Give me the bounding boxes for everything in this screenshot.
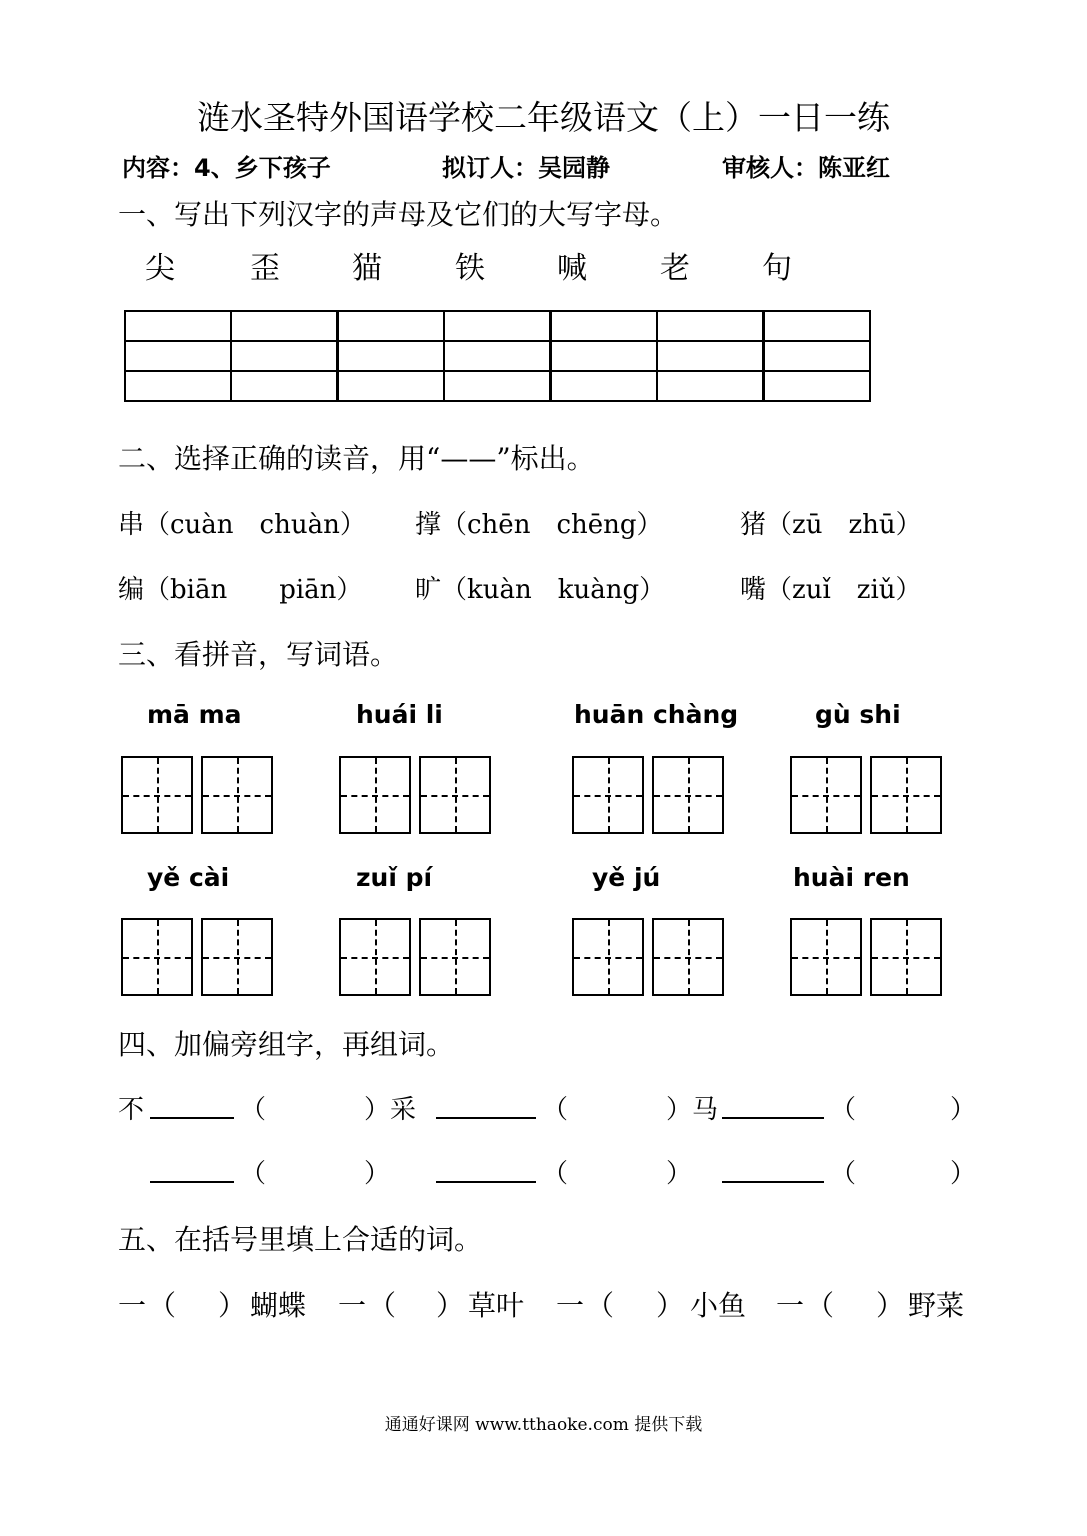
open-paren: （ — [542, 1159, 569, 1189]
pinyin-label: yě jú — [592, 863, 661, 892]
fill-blank-line[interactable] — [436, 1155, 536, 1183]
open-paren: （ — [240, 1159, 267, 1189]
measure-word: 小鱼 — [690, 1289, 747, 1322]
measure-word: 草叶 — [468, 1289, 525, 1322]
grid-cell[interactable] — [657, 371, 764, 401]
char-item: 尖 — [145, 251, 175, 286]
grid-cell[interactable] — [231, 311, 338, 341]
grid-cell[interactable] — [444, 341, 551, 371]
writing-box[interactable] — [339, 918, 411, 996]
grid-cell[interactable] — [444, 371, 551, 401]
writing-box[interactable] — [572, 756, 644, 834]
meta-reviewer: 审核人：陈亚红 — [722, 154, 890, 182]
grid-cell[interactable] — [657, 311, 764, 341]
close-paren: ） — [876, 1289, 905, 1322]
pinyin-label: huái li — [356, 700, 443, 729]
char-item: 铁 — [455, 251, 485, 286]
pinyin-label: gù shi — [815, 700, 901, 729]
measure-one: 一 — [118, 1289, 147, 1322]
fill-blank-line[interactable] — [722, 1155, 824, 1183]
grid-cell[interactable] — [231, 371, 338, 401]
writing-box[interactable] — [201, 918, 273, 996]
char-item: 句 — [762, 251, 792, 286]
open-paren: （ — [542, 1095, 569, 1125]
writing-box[interactable] — [652, 918, 724, 996]
meta-author: 拟订人：吴园静 — [442, 154, 610, 182]
measure-one: 一 — [556, 1289, 585, 1322]
fill-blank-line[interactable] — [436, 1091, 536, 1119]
section-4-heading: 四、加偏旁组字，再组词。 — [118, 1028, 455, 1061]
footer-text: 通通好课网 www.tthaoke.com 提供下载 — [384, 1415, 703, 1435]
meta-content: 内容：4、乡下孩子 — [122, 154, 331, 182]
writing-box[interactable] — [870, 756, 942, 834]
grid-cell[interactable] — [125, 341, 231, 371]
writing-box[interactable] — [419, 756, 491, 834]
section-2-heading: 二、选择正确的读音，用“——”标出。 — [118, 442, 595, 475]
writing-box[interactable] — [419, 918, 491, 996]
close-paren: ） — [950, 1159, 977, 1189]
close-paren: ） — [218, 1289, 247, 1322]
measure-word: 蝴蝶 — [250, 1289, 307, 1322]
open-paren: （ — [830, 1159, 857, 1189]
writing-box[interactable] — [121, 756, 193, 834]
pron-item[interactable]: 撑（chēn chēng） — [415, 510, 663, 540]
open-paren: （ — [148, 1289, 177, 1322]
radical-char: 不 — [118, 1095, 145, 1125]
open-paren: （ — [586, 1289, 615, 1322]
char-item: 喊 — [557, 251, 587, 286]
char-item: 老 — [660, 251, 690, 286]
writing-box[interactable] — [572, 918, 644, 996]
grid-cell[interactable] — [125, 311, 231, 341]
open-paren: （ — [368, 1289, 397, 1322]
grid-cell[interactable] — [338, 311, 445, 341]
grid-cell[interactable] — [125, 371, 231, 401]
char-item: 歪 — [250, 251, 280, 286]
section-5-heading: 五、在括号里填上合适的词。 — [118, 1223, 483, 1256]
pron-item[interactable]: 编（biān piān） — [118, 575, 363, 605]
writing-box[interactable] — [121, 918, 193, 996]
char-item: 猫 — [352, 251, 382, 286]
pinyin-label: huài ren — [793, 863, 910, 892]
close-paren: ） — [436, 1289, 465, 1322]
fill-blank-line[interactable] — [150, 1155, 234, 1183]
measure-one: 一 — [338, 1289, 367, 1322]
close-paren: ） — [656, 1289, 685, 1322]
pinyin-label: mā ma — [147, 700, 242, 729]
close-paren: ） — [666, 1159, 693, 1189]
grid-cell[interactable] — [444, 311, 551, 341]
pinyin-label: huān chàng — [574, 700, 739, 729]
writing-box[interactable] — [870, 918, 942, 996]
grid-cell[interactable] — [551, 371, 658, 401]
page-title: 涟水圣特外国语学校二年级语文（上）一日一练 — [197, 98, 890, 137]
close-paren: ） — [950, 1095, 977, 1125]
pron-item[interactable]: 嘴（zuǐ ziǔ） — [740, 575, 922, 605]
section-1-heading: 一、写出下列汉字的声母及它们的大写字母。 — [118, 198, 679, 231]
radical-char: ）马 — [666, 1095, 719, 1125]
pinyin-label: zuǐ pí — [356, 863, 433, 892]
pron-item[interactable]: 旷（kuàn kuàng） — [415, 575, 666, 605]
writing-box[interactable] — [201, 756, 273, 834]
grid-cell[interactable] — [338, 341, 445, 371]
measure-one: 一 — [776, 1289, 805, 1322]
pinyin-label: yě cài — [147, 863, 230, 892]
grid-cell[interactable] — [338, 371, 445, 401]
open-paren: （ — [806, 1289, 835, 1322]
grid-cell[interactable] — [764, 311, 871, 341]
writing-box[interactable] — [652, 756, 724, 834]
fill-blank-line[interactable] — [150, 1091, 234, 1119]
pron-item[interactable]: 串（cuàn chuàn） — [118, 510, 366, 540]
open-paren: （ — [240, 1095, 267, 1125]
grid-cell[interactable] — [764, 341, 871, 371]
fill-blank-line[interactable] — [722, 1091, 824, 1119]
writing-box[interactable] — [790, 756, 862, 834]
grid-cell[interactable] — [231, 341, 338, 371]
grid-cell[interactable] — [764, 371, 871, 401]
grid-cell[interactable] — [551, 311, 658, 341]
section-3-heading: 三、看拼音，写词语。 — [118, 638, 399, 671]
grid-cell[interactable] — [551, 341, 658, 371]
answer-grid — [124, 310, 871, 402]
radical-char: ）采 — [364, 1095, 417, 1125]
measure-word: 野菜 — [908, 1289, 965, 1322]
open-paren: （ — [830, 1095, 857, 1125]
grid-cell[interactable] — [657, 341, 764, 371]
close-paren: ） — [364, 1159, 391, 1189]
pron-item[interactable]: 猪（zū zhū） — [740, 510, 922, 540]
writing-box[interactable] — [790, 918, 862, 996]
writing-box[interactable] — [339, 756, 411, 834]
